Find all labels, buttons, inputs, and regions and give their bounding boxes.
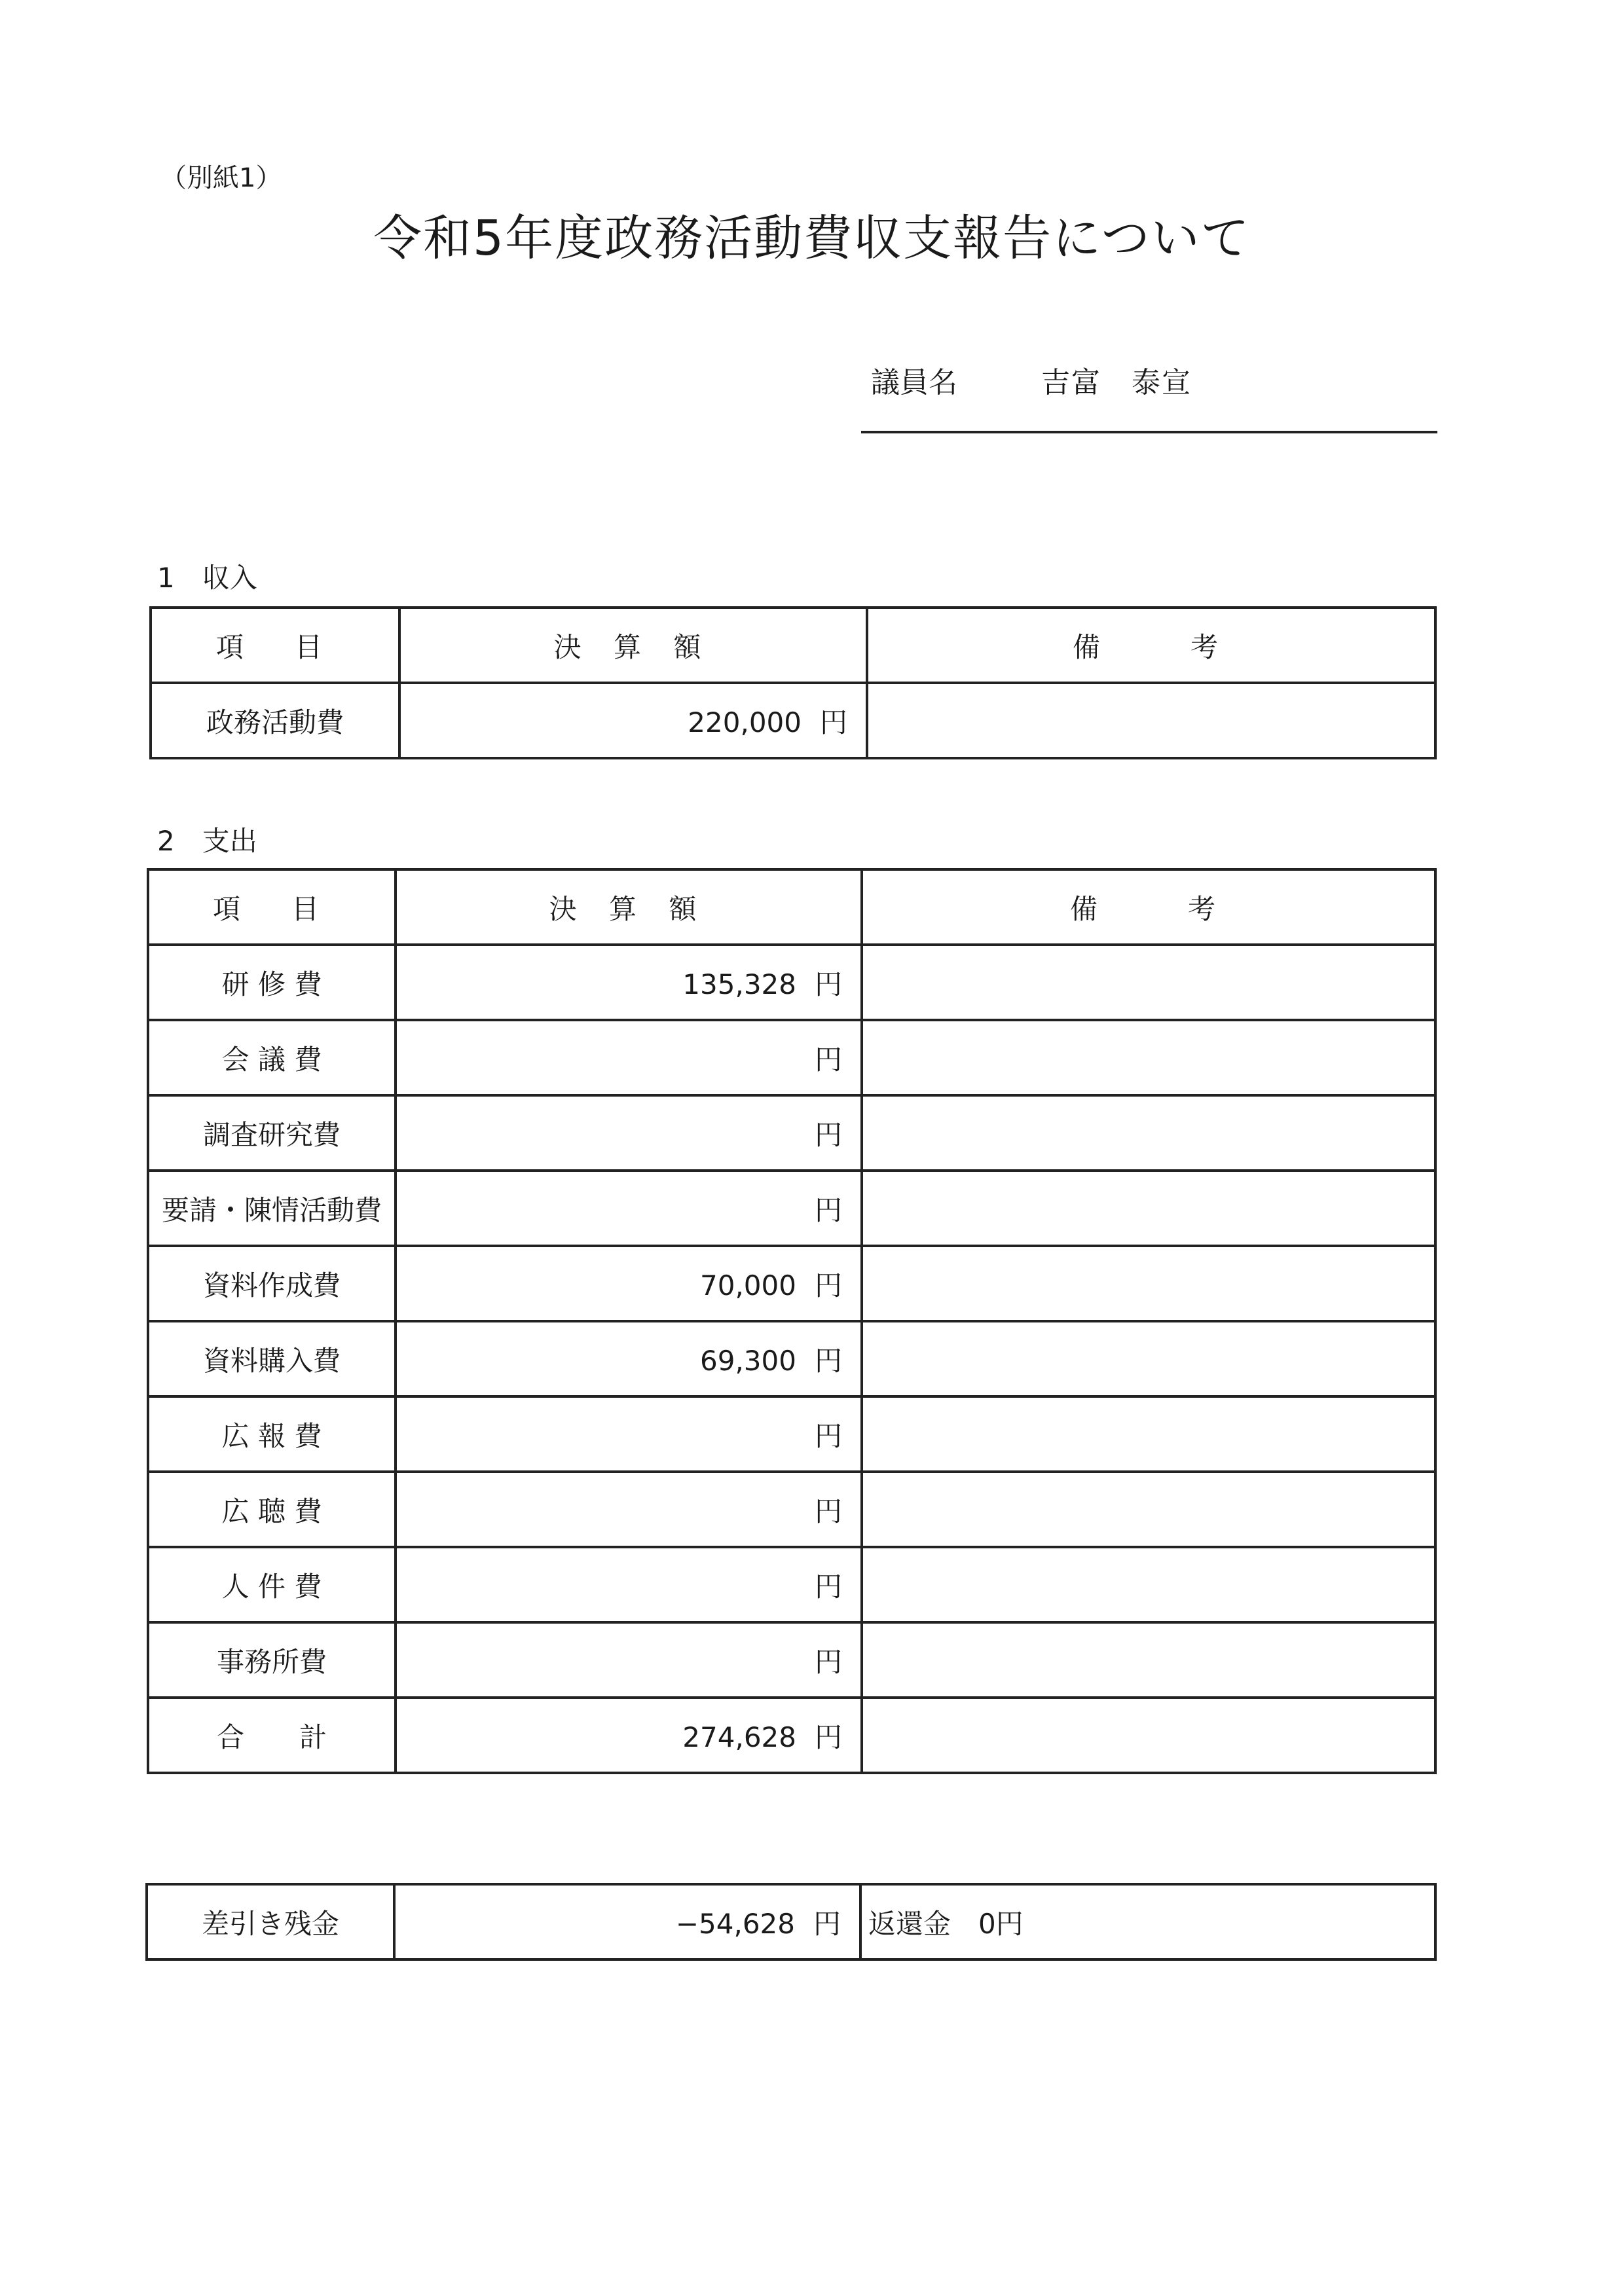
expense-item: 資料作成費 [148, 1246, 396, 1321]
expense-remarks [862, 1095, 1435, 1171]
expense-amount-cell [396, 1321, 862, 1396]
expense-row-meeting [148, 1020, 1435, 1095]
expense-unit: 円 [814, 1495, 842, 1527]
expense-item: 会 議 費 [148, 1020, 396, 1095]
expense-unit: 円 [814, 1118, 842, 1151]
member-label: 議員名 [871, 366, 957, 399]
expense-amount: 69,300 [700, 1344, 796, 1377]
member-name: 吉富 泰宣 [1041, 366, 1192, 399]
expense-item: 人 件 費 [148, 1547, 396, 1622]
expense-total-amount: 274,628 [682, 1721, 796, 1753]
expense-total-remarks [862, 1698, 1435, 1773]
expense-row-research [148, 1095, 1435, 1171]
expense-amount-cell [396, 1547, 862, 1622]
balance-remarks: 返還金 0円 [860, 1884, 1435, 1959]
income-table [149, 606, 1437, 759]
expense-unit: 円 [814, 1269, 842, 1302]
expense-amount-cell [396, 1246, 862, 1321]
expense-amount-cell [396, 1622, 862, 1698]
expense-header-row [148, 869, 1435, 945]
expense-row-materials-creation [148, 1246, 1435, 1321]
expense-unit: 円 [814, 1043, 842, 1076]
expense-item: 要請・陳情活動費 [148, 1171, 396, 1246]
expense-remarks [862, 945, 1435, 1020]
expense-amount-cell [396, 1396, 862, 1472]
expense-remarks [862, 1246, 1435, 1321]
annex-label: （別紙1） [160, 163, 282, 193]
balance-unit: 円 [813, 1907, 841, 1940]
expense-row-materials-purchase [148, 1321, 1435, 1396]
income-amount: 220,000 [688, 706, 802, 738]
expense-header-remarks: 備 考 [862, 869, 1435, 945]
expense-row-public-hearing [148, 1472, 1435, 1547]
expense-unit: 円 [814, 1419, 842, 1452]
expense-header-item: 項 目 [148, 869, 396, 945]
expense-total-amount-cell [396, 1698, 862, 1773]
expense-unit: 円 [814, 968, 842, 1000]
balance-amount-cell [394, 1884, 860, 1959]
expense-table [147, 868, 1437, 1774]
expense-amount-cell [396, 945, 862, 1020]
expense-row-training [148, 945, 1435, 1020]
expense-header-amount: 決 算 額 [396, 869, 862, 945]
expense-item: 広 聴 費 [148, 1472, 396, 1547]
expense-total-item: 合 計 [148, 1698, 396, 1773]
page-title: 令和5年度政務活動費収支報告について [373, 210, 1251, 266]
expense-remarks [862, 1396, 1435, 1472]
expense-item: 事務所費 [148, 1622, 396, 1698]
expense-remarks [862, 1622, 1435, 1698]
expense-row-publicity [148, 1396, 1435, 1472]
income-header-item: 項 目 [151, 608, 399, 683]
expense-remarks [862, 1171, 1435, 1246]
member-underline [861, 431, 1437, 433]
income-header-row [151, 608, 1435, 683]
expense-total-unit: 円 [814, 1721, 842, 1753]
expense-amount: 70,000 [700, 1269, 796, 1302]
expense-remarks [862, 1472, 1435, 1547]
expense-item: 広 報 費 [148, 1396, 396, 1472]
balance-table [145, 1883, 1437, 1961]
income-header-amount: 決 算 額 [399, 608, 867, 683]
expense-row-office [148, 1622, 1435, 1698]
balance-amount: −54,628 [675, 1907, 795, 1940]
income-header-remarks: 備 考 [867, 608, 1435, 683]
expense-row-personnel [148, 1547, 1435, 1622]
expense-row-petition [148, 1171, 1435, 1246]
income-amount-cell [399, 683, 867, 758]
expense-item: 研 修 費 [148, 945, 396, 1020]
expense-item: 調査研究費 [148, 1095, 396, 1171]
expense-amount-cell [396, 1472, 862, 1547]
expense-amount-cell [396, 1095, 862, 1171]
expense-remarks [862, 1321, 1435, 1396]
expense-remarks [862, 1547, 1435, 1622]
income-unit: 円 [819, 706, 847, 738]
balance-item: 差引き残金 [147, 1884, 394, 1959]
income-section-label: 1 収入 [157, 562, 257, 594]
expense-item: 資料購入費 [148, 1321, 396, 1396]
expense-row-total [148, 1698, 1435, 1773]
income-item: 政務活動費 [151, 683, 399, 758]
balance-row [147, 1884, 1435, 1959]
expense-unit: 円 [814, 1194, 842, 1226]
expense-remarks [862, 1020, 1435, 1095]
expense-unit: 円 [814, 1344, 842, 1377]
expense-unit: 円 [814, 1645, 842, 1678]
expense-amount-cell [396, 1171, 862, 1246]
income-remarks [867, 683, 1435, 758]
expense-amount-cell [396, 1020, 862, 1095]
expense-section-label: 2 支出 [157, 825, 257, 857]
expense-amount: 135,328 [682, 968, 796, 1000]
expense-unit: 円 [814, 1570, 842, 1603]
income-row [151, 683, 1435, 758]
